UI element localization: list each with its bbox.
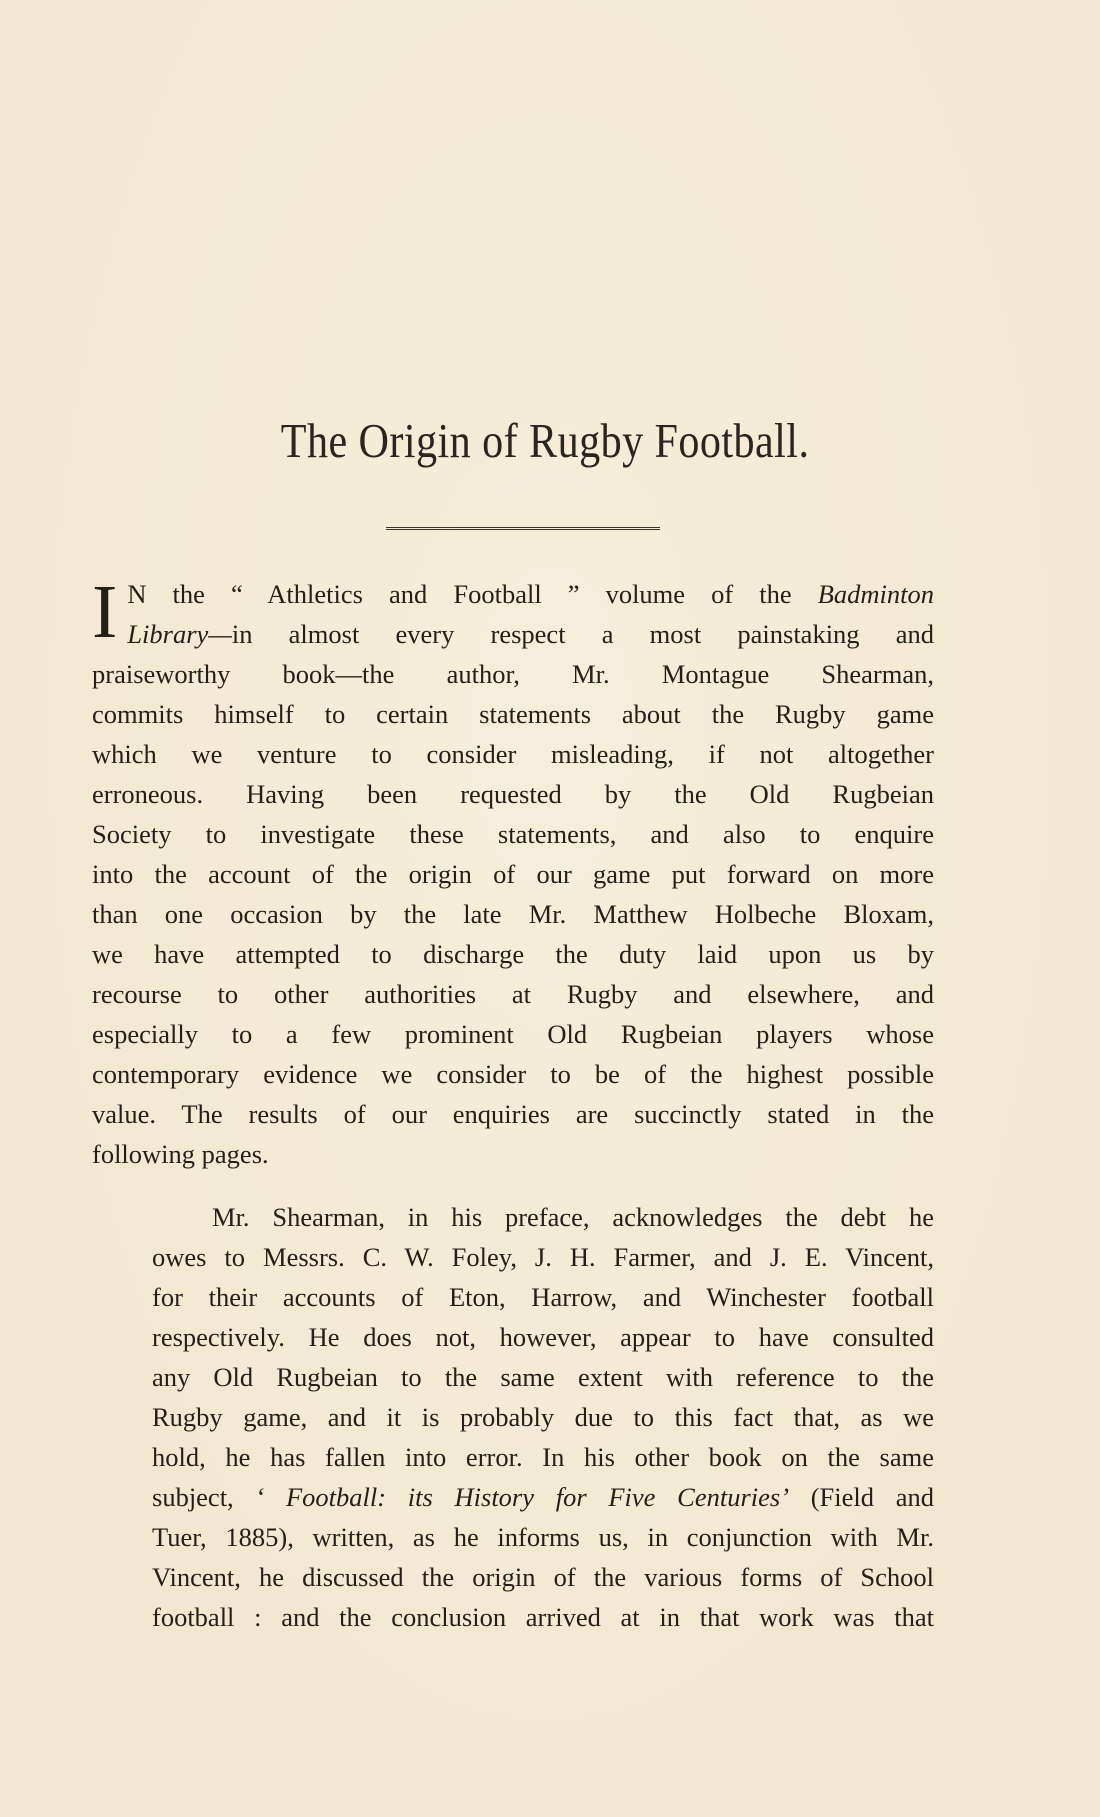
paragraph-2 [92,1197,934,1637]
text-line: value. The results of our enquiries are succinctly stated in the [92,1099,934,1129]
drop-cap: I [92,570,118,654]
title-rule [386,527,660,530]
text-line [92,1477,934,1517]
text-line: following pages. [92,1139,269,1169]
text-line: Tuer, 1885), written, as he informs us, in conjunction with Mr. [152,1522,934,1552]
text-line: any Old Rugbeian to the same extent with reference to the [152,1362,934,1392]
text-span: (Field and [810,1482,935,1512]
text-line: hold, he has fallen into error. In his other book on the same [152,1442,934,1472]
text-line [92,574,934,614]
italic-text: Library— [127,619,232,649]
text-line: commits himself to certain statements about the Rugby game [92,699,934,729]
text-line: owes to Messrs. C. W. Foley, J. H. Farmer, and J. E. Vincent, [152,1242,934,1272]
text-span: in almost every respect a most painstaking and [231,619,934,649]
text-line: respectively. He does not, however, appear to have consulted [152,1322,934,1352]
text-line [92,614,934,654]
page-title: The Origin of Rugby Football. [280,413,810,468]
text-line: praiseworthy book—the author, Mr. Montague Shearman, [92,659,934,689]
text-line: contemporary evidence we consider to be of the highest possible [92,1059,934,1089]
text-line: Mr. Shearman, in his preface, acknowledges the debt he [212,1202,934,1232]
text-line: we have attempted to discharge the duty laid upon us by [92,939,934,969]
text-line: Vincent, he discussed the origin of the various forms of School [152,1562,934,1592]
text-line: especially to a few prominent Old Rugbeian players whose [92,1019,934,1049]
italic-text: Badminton [817,579,934,609]
italic-book-title: ‘ Football: its History for Five Centuries’ [255,1482,790,1512]
text-line: Society to investigate these statements, and also to enquire [92,819,934,849]
text-line: football : and the conclusion arrived at in that work was that [152,1602,934,1632]
paragraph-1 [92,570,934,1174]
text-line: into the account of the origin of our game put forward on more [92,859,934,889]
text-line: which we venture to consider misleading, if not altogether [92,739,934,769]
text-line: erroneous. Having been requested by the Old Rugbeian [92,779,934,809]
text-line: for their accounts of Eton, Harrow, and Winchester football [152,1282,934,1312]
text-span: subject, [152,1482,234,1512]
text-span: N the “ Athletics and Football ” volume of the [127,579,792,609]
text-line: than one occasion by the late Mr. Matthew Holbeche Bloxam, [92,899,934,929]
text-line: Rugby game, and it is probably due to this fact that, as we [152,1402,934,1432]
text-line: recourse to other authorities at Rugby and elsewhere, and [92,979,934,1009]
